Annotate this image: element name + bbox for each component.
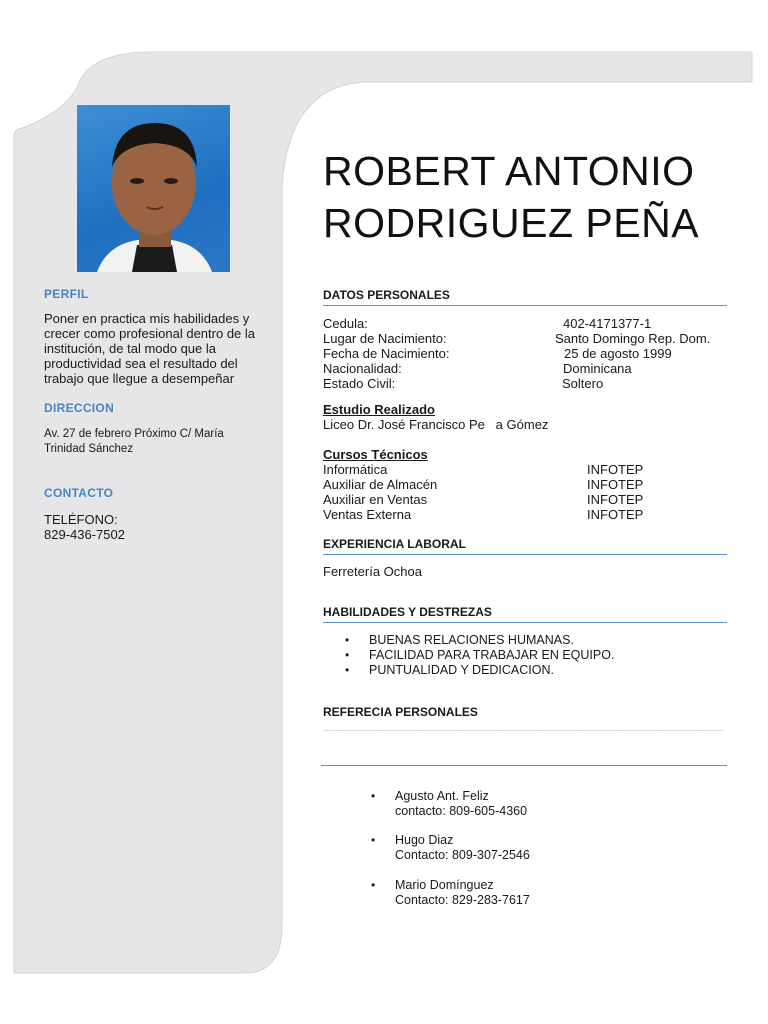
estudio-section bbox=[323, 402, 727, 432]
bullet: • bbox=[371, 789, 376, 803]
datos-label: Nacionalidad: bbox=[323, 361, 402, 376]
experiencia-heading: EXPERIENCIA LABORAL bbox=[323, 537, 727, 555]
contacto-phone: 829-436-7502 bbox=[44, 527, 125, 542]
reference-name: Agusto Ant. Feliz bbox=[395, 789, 489, 803]
datos-label: Estado Civil: bbox=[323, 376, 396, 391]
curso-inst: INFOTEP bbox=[587, 507, 644, 522]
reference-contact: Contacto: 829-283-7617 bbox=[395, 893, 530, 907]
page-title bbox=[323, 145, 753, 249]
datos-label: Lugar de Nacimiento: bbox=[323, 331, 447, 346]
datos-row bbox=[323, 346, 727, 361]
cursos-section bbox=[323, 447, 727, 522]
person-silhouette bbox=[77, 105, 230, 272]
datos-label: Cedula: bbox=[323, 316, 368, 331]
reference-contact: contacto: 809-605-4360 bbox=[395, 804, 528, 818]
curso-name: Auxiliar de Almacén bbox=[323, 477, 438, 492]
datos-section bbox=[323, 288, 727, 391]
contacto-heading: CONTACTO bbox=[44, 486, 114, 500]
habilidades-list bbox=[323, 633, 727, 678]
datos-value: Dominicana bbox=[563, 361, 632, 376]
profile-photo bbox=[77, 105, 230, 272]
cursos-heading: Cursos Técnicos bbox=[323, 447, 428, 462]
habilidades-heading: HABILIDADES Y DESTREZAS bbox=[323, 605, 727, 623]
datos-row bbox=[323, 376, 727, 391]
referencias-underline: ____________________________________________________________ bbox=[323, 719, 724, 731]
curso-name: Ventas Externa bbox=[323, 507, 412, 522]
datos-value: Soltero bbox=[562, 376, 604, 391]
contacto-label: TELÉFONO: bbox=[44, 512, 118, 527]
name-line2: RODRIGUEZ PEÑA bbox=[323, 200, 700, 246]
direccion-line2: Trinidad Sánchez bbox=[44, 443, 134, 455]
direccion-line1: Av. 27 de febrero Próximo C/ María bbox=[44, 428, 224, 440]
curso-name: Auxiliar en Ventas bbox=[323, 492, 428, 507]
experiencia-text: Ferretería Ochoa bbox=[323, 564, 422, 579]
curso-row bbox=[323, 477, 727, 492]
datos-label: Fecha de Nacimiento: bbox=[323, 346, 450, 361]
estudio-heading: Estudio Realizado bbox=[323, 402, 435, 417]
referencias-section bbox=[323, 705, 727, 731]
datos-row bbox=[323, 316, 727, 331]
bullet: • bbox=[371, 878, 376, 892]
reference-name: Hugo Diaz bbox=[395, 833, 454, 847]
list-item: • PUNTUALIDAD Y DEDICACION. bbox=[323, 663, 727, 678]
divider bbox=[321, 765, 727, 766]
curso-inst: INFOTEP bbox=[587, 477, 644, 492]
reference-item bbox=[395, 878, 530, 908]
sidebar bbox=[44, 287, 266, 542]
direccion-heading: DIRECCION bbox=[44, 401, 115, 415]
list-item: • FACILIDAD PARA TRABAJAR EN EQUIPO. bbox=[323, 648, 727, 663]
perfil-text: Poner en practica mis habilidades y crecer como profesional dentro de la institución, de tal modo que la productividad sea el resultado del trabajo que llegue a desempeñar bbox=[44, 311, 256, 386]
datos-value: 402-4171377-1 bbox=[563, 316, 652, 331]
experiencia-section bbox=[323, 537, 727, 579]
datos-row bbox=[323, 361, 727, 376]
perfil-heading: PERFIL bbox=[44, 287, 89, 301]
datos-value: Santo Domingo Rep. Dom. bbox=[555, 331, 711, 346]
datos-value: 25 de agosto 1999 bbox=[564, 346, 672, 361]
reference-item bbox=[395, 833, 530, 863]
curso-name: Informática bbox=[323, 462, 388, 477]
name-line1: ROBERT ANTONIO bbox=[323, 148, 695, 194]
bullet: • bbox=[371, 833, 376, 847]
curso-row bbox=[323, 492, 727, 507]
referencias-heading: REFERECIA PERSONALES bbox=[323, 705, 478, 719]
estudio-text: Liceo Dr. José Francisco Pe a Gómez bbox=[323, 417, 549, 432]
curso-row bbox=[323, 507, 727, 522]
curso-inst: INFOTEP bbox=[587, 462, 644, 477]
habilidades-section bbox=[323, 605, 727, 678]
reference-name: Mario Domínguez bbox=[395, 878, 494, 892]
curso-inst: INFOTEP bbox=[587, 492, 644, 507]
datos-heading: DATOS PERSONALES bbox=[323, 288, 727, 306]
curso-row bbox=[323, 462, 727, 477]
list-item: • BUENAS RELACIONES HUMANAS. bbox=[323, 633, 727, 648]
datos-row bbox=[323, 331, 727, 346]
reference-item bbox=[395, 789, 527, 819]
reference-contact: Contacto: 809-307-2546 bbox=[395, 848, 530, 862]
